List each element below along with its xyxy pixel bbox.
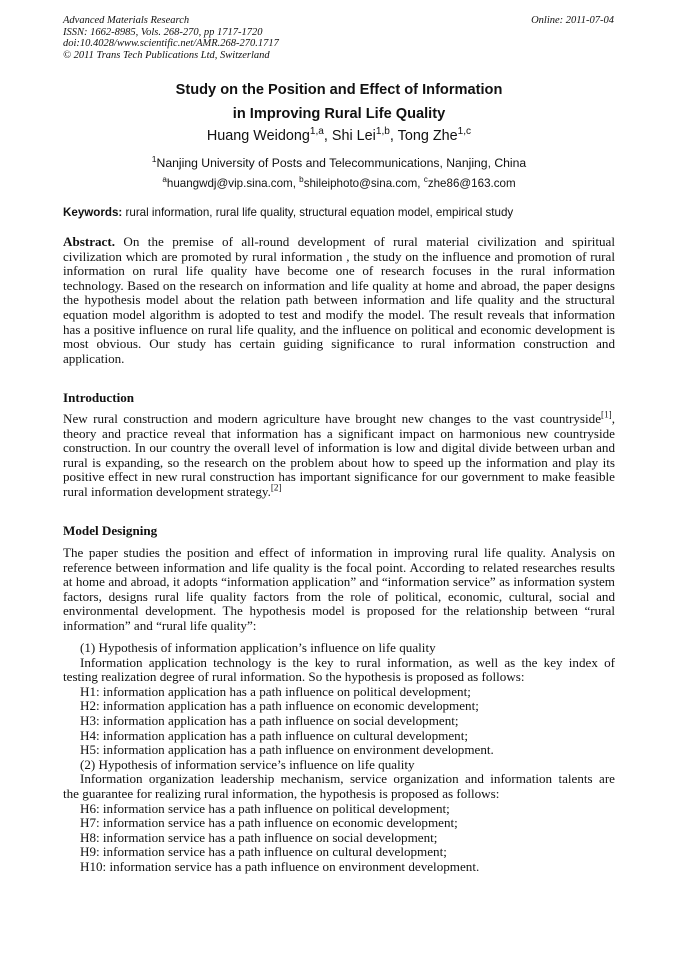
paper-title-line-1: Study on the Position and Effect of Information <box>175 82 503 98</box>
keywords <box>63 206 615 219</box>
paragraph-line: testing realization degree of rural information. So the hypothesis is proposed as follows: <box>63 669 525 685</box>
paper-title-line-2: in Improving Rural Life Quality <box>232 106 446 122</box>
hypothesis-h8: H8: information service has a path influence on social development; <box>80 829 438 845</box>
affiliation: $^1$Nanjing University of Posts and Telecommunications, Nanjing, China <box>151 153 527 170</box>
keywords-label: Keywords: <box>63 206 123 219</box>
paragraph-line: Information application technology is the key to rural information, as well as the key index of <box>80 654 615 670</box>
introduction-text: New rural construction and modern agriculture have brought new changes to the vast countryside[1], theory and practice reveal that information has a significant impact on harmonious new countryside construction. In our country the overall level of information is low and digital divide between urban and rural is expanding, so the research on the problem about how to speed up the information and play its positive effect in new rural construction has important significance for our government to make feasible rural information development strategy.[2] <box>63 409 615 499</box>
email: $^c$zhe86@163.com <box>423 175 516 190</box>
keywords-text: rural information, rural life quality, structural equation model, empirical study <box>125 206 514 219</box>
author: Tong Zhe$^{1,c}$ <box>397 126 472 144</box>
section-heading-introduction: Introduction <box>63 390 135 405</box>
author: Huang Weidong$^{1,a}$, <box>206 126 332 144</box>
hypotheses-block <box>63 641 623 875</box>
abstract-label: Abstract. <box>63 234 115 249</box>
author: Shi Lei$^{1,b}$, <box>331 126 398 144</box>
online-date: Online: 2011-07-04 <box>531 15 614 26</box>
journal-header <box>63 15 279 61</box>
section-heading-model-designing: Model Designing <box>63 523 158 538</box>
email: $^b$shileiphoto@sina.com, <box>299 175 424 190</box>
hypothesis-h4: H4: information application has a path influence on cultural development; <box>80 727 468 743</box>
paragraph-line: the guarantee for realizing rural information, the hypothesis is proposed as follows: <box>63 785 500 801</box>
email-list <box>0 177 678 190</box>
hypothesis-h2: H2: information application has a path influence on economic development; <box>80 698 479 714</box>
paragraph-line: Information organization leadership mechanism, service organization and information talents are <box>80 771 615 787</box>
model-paragraph: The paper studies the position and effect of information in improving rural life quality. Analysis on reference between information and life quality is the focal point. According to related researches results at home and abroad, it adopts “information application” and “information service” as information system factors, designs rural life quality factors from the role of political, economic, cultural, social and environmental development. The hypothesis model is proposed for the relationship between “rural information” and “rural life quality”: <box>63 545 615 633</box>
citation-1: [1] <box>601 409 612 420</box>
abstract-text: On the premise of all-round development of rural material civilization and spiritual civilization which are promoted by rural information , the study on the influence and promotion of rural information on rural life quality have become one of research focuses in the rural information technology. Based on the research on information and life quality at home and abroad, the paper designs the hypothesis model about the relation path between information and life quality and the structural equation model algorithm is adopted to test and modify the model. The result reveals that information has a positive influence on rural life quality, and the influence on political and economic development is most obvious. Our study has certain guiding significance to rural information construction and application. <box>63 234 615 366</box>
hypothesis-h3: H3: information application has a path influence on social development; <box>80 712 459 728</box>
hypothesis-h5: H5: information application has a path influence on environment development. <box>80 742 494 758</box>
hypothesis-h7: H7: information service has a path influence on economic development; <box>80 815 458 831</box>
abstract <box>63 235 615 366</box>
issn-line: ISSN: 1662-8985, Vols. 268-270, pp 1717-1720 <box>63 26 263 38</box>
journal-name: Advanced Materials Research <box>63 15 190 26</box>
subsection-heading: (1) Hypothesis of information application’s influence on life quality <box>80 640 436 655</box>
subsection-heading: (2) Hypothesis of information service’s influence on life quality <box>80 756 415 772</box>
citation-2: [2] <box>270 482 282 493</box>
hypothesis-h10: H10: information service has a path influence on environment development. <box>80 858 480 874</box>
hypothesis-h9: H9: information service has a path influence on cultural development; <box>80 844 447 860</box>
author-list <box>0 128 678 144</box>
hypothesis-h6: H6: information service has a path influence on political development; <box>80 800 450 816</box>
copyright-line: © 2011 Trans Tech Publications Ltd, Switzerland <box>63 49 270 61</box>
hypothesis-h1: H1: information application has a path influence on political development; <box>80 683 471 699</box>
email: $^a$huangwdj@vip.sina.com, <box>162 175 300 190</box>
doi-line: doi:10.4028/www.scientific.net/AMR.268-270.1717 <box>63 38 279 50</box>
